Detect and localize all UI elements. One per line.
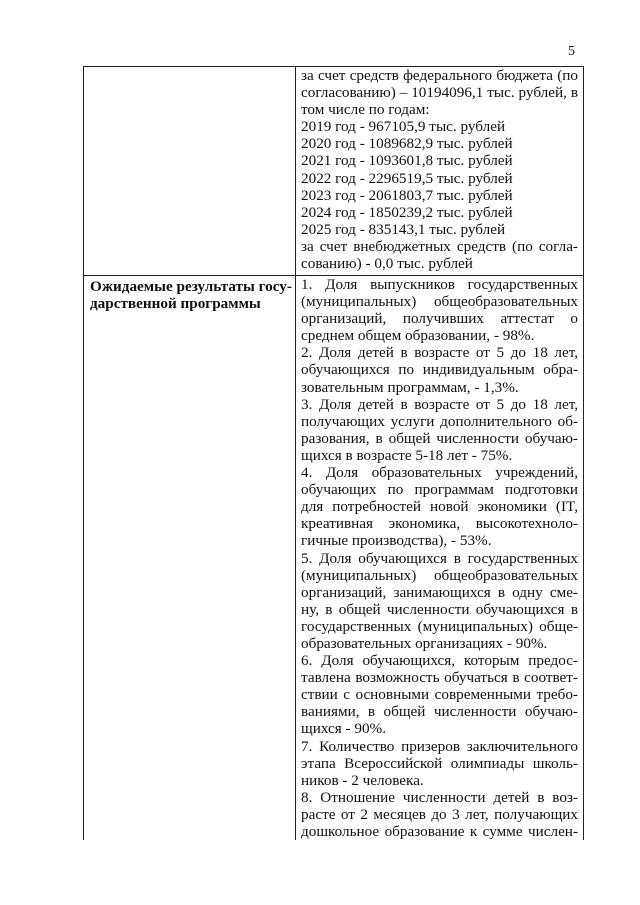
text-line: 2019 год - 967105,9 тыс. рублей (301, 118, 506, 136)
text-line: 7. Количество призеров заключительного (301, 737, 578, 755)
text-line: тавлена возможность обучаться в соответ- (301, 669, 578, 687)
text-line: щихся в возрасте 5-18 лет - 75%. (301, 446, 513, 464)
text-line: ну, в общей численности обучающихся в (301, 600, 578, 618)
text-line: за счет внебюджетных средств (по согла- (301, 237, 578, 255)
text-line: обучающих по программам подготовки (301, 481, 578, 499)
text-line: 2021 год - 1093601,8 тыс. рублей (301, 152, 513, 170)
text-line: 2023 год - 2061803,7 тыс. рублей (301, 186, 513, 204)
text-line: 2. Доля детей в возрасте от 5 до 18 лет, (301, 344, 578, 362)
text-line: разования, в общей численности обучаю- (301, 429, 578, 447)
text-line: креативная экономика, высокотехноло- (301, 515, 578, 533)
text-line: Ожидаемые результаты госу- (90, 278, 292, 295)
table-row (84, 67, 584, 276)
text-line: дарственной программы (90, 295, 261, 313)
text-line: дошкольное образование к сумме числен- (301, 823, 578, 840)
text-line: щихся - 90%. (301, 720, 386, 738)
text-line: 2025 год - 835143,1 тыс. рублей (301, 220, 506, 238)
text-line: 2024 год - 1850239,2 тыс. рублей (301, 203, 513, 221)
text-line: ствии с основными современными требо- (301, 686, 578, 704)
program-passport-table (83, 66, 584, 840)
table-row (84, 276, 584, 841)
text-line: образовательных организациях - 90%. (301, 634, 548, 652)
text-line: этапа Всероссийской олимпиады школь- (301, 754, 578, 772)
text-line: государственных (муниципальных) обще- (301, 617, 578, 635)
text-line: гичные производства), - 53%. (301, 532, 492, 550)
text-line: (муниципальных) общеобразовательных (301, 293, 578, 311)
text-line: организаций, получивших аттестат о (301, 310, 578, 328)
text-line: 6. Доля обучающихся, которым предос- (301, 652, 578, 670)
text-line: 2022 год - 2296519,5 тыс. рублей (301, 169, 513, 187)
text-line: (муниципальных) общеобразовательных (301, 566, 578, 584)
text-line: согласованию) – 10194096,1 тыс. рублей, в (301, 84, 578, 102)
funding-cell (296, 67, 584, 276)
row-label-cell (84, 276, 296, 841)
text-line: том числе по годам: (301, 101, 430, 119)
text-line: расте от 2 месяцев до 3 лет, получающих (301, 805, 578, 823)
expected-results-cell (296, 276, 584, 841)
text-line: за счет средств федерального бюджета (по (301, 67, 578, 84)
text-line: для потребностей новой экономики (IT, (301, 498, 578, 516)
text-line: 2020 год - 1089682,9 тыс. рублей (301, 135, 513, 153)
text-line: 4. Доля образовательных учреждений, (301, 464, 578, 482)
text-line: ников - 2 человека. (301, 771, 424, 789)
text-line: среднем общем образовании, - 98%. (301, 327, 535, 345)
text-line: 8. Отношение численности детей в воз- (301, 788, 578, 806)
text-line: получающих услуги дополнительного об- (301, 412, 578, 430)
row-label-cell (84, 67, 296, 276)
text-line: зовательным программам, - 1,3%. (301, 378, 519, 396)
text-line: 3. Доля детей в возрасте от 5 до 18 лет, (301, 395, 578, 413)
page-number: 5 (568, 44, 575, 59)
text-line: ваниями, в общей численности обучаю- (301, 703, 578, 721)
text-line: сованию) - 0,0 тыс. рублей (301, 255, 473, 273)
text-line: организаций, занимающихся в одну сме- (301, 583, 578, 601)
text-line: 5. Доля обучающихся в государственных (301, 549, 578, 567)
text-line: обучающихся по индивидуальным обра- (301, 361, 578, 379)
text-line: 1. Доля выпускников государственных (301, 276, 578, 293)
